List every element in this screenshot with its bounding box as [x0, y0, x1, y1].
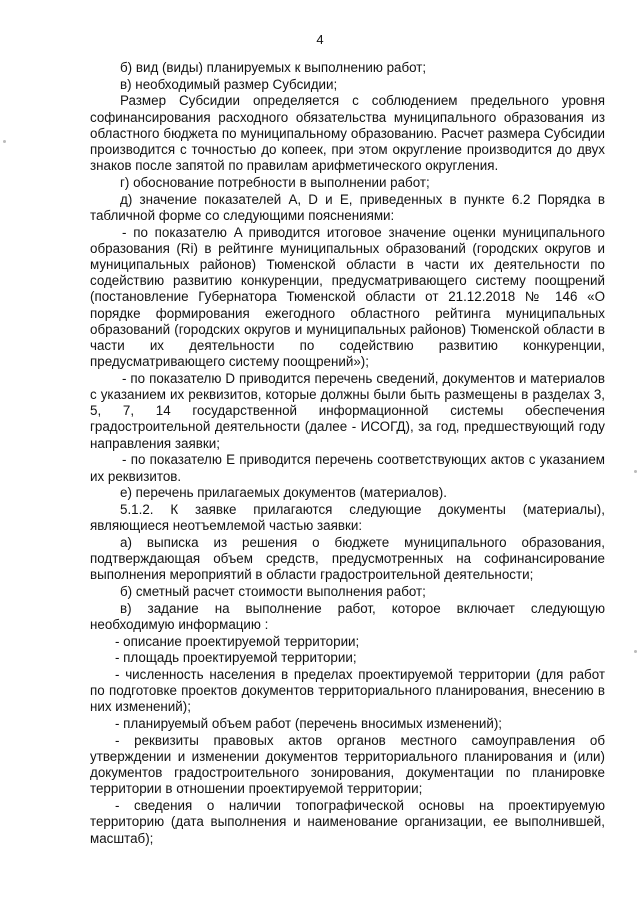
paragraph-g-justification: г) обоснование потребности в выполнении работ; — [120, 174, 430, 190]
paragraph-a-budget-extract: а) выписка из решения о бюджете муниципального образования, подтверждающая объем средств, предусмотренных на софинансирование выполнения мероприятий в области градостроительной деятельности; — [90, 534, 605, 583]
scan-artifact — [634, 470, 637, 473]
paragraph-b-work-types: б) вид (виды) планируемых к выполнению работ; — [120, 60, 427, 75]
list-item-topographic-basis: - сведения о наличии топографической основы на проектируемую территорию (дата выполнения и наименование организации, ее выполнившей, масштаб); — [90, 798, 605, 846]
paragraph-v-task: в) задание на выполнение работ, которое включает следующую необходимую информацию : — [90, 600, 605, 632]
list-item-legal-acts: - реквизиты правовых актов органов местного самоуправления об утверждении и изменении документов территориального планирования и (или) документов градостроительного зонирования, документации по планировке территории в отношении проектируемой территории; — [90, 732, 605, 797]
list-item-work-volume: - планируемый объем работ (перечень вносимых изменений); — [115, 716, 503, 732]
list-item-population: - численность населения в пределах проектируемой территории (для работ по подготовке проектов документов территориального планирования, внесению в них изменений); — [90, 667, 605, 715]
paragraph-indicator-a: - по показателю A приводится итоговое значение оценки муниципального образования (Ri) в рейтинге муниципальных образований (городских округов и муниципальных районов) Тюменской области в части их деятельности по содействию развитию конкуренции, предусматривающего систему поощрений (постановление Губернатора Тюменской области от 21.12.2018 № 146 «О порядке формирования ежегодного областного рейтинга муниципальных образований (городских округов и муниципальных районов) Тюменской области в части их деятельности по содействию развитию конкуренции, предусматривающего систему поощрений»); — [90, 224, 605, 370]
page-number: 4 — [316, 32, 324, 47]
paragraph-d-indicators: д) значение показателей A, D и E, приведенных в пункте 6.2 Порядка в табличной форме со следующими пояснениями: — [90, 191, 605, 223]
paragraph-b-estimate: б) сметный расчет стоимости выполнения работ; — [120, 584, 426, 599]
paragraph-5-1-2: 5.1.2. К заявке прилагаются следующие документы (материалы), являющиеся неотъемлемой частью заявки: — [90, 501, 605, 534]
scan-artifact — [634, 650, 637, 653]
paragraph-v-subsidy-size: в) необходимый размер Субсидии; — [120, 76, 338, 92]
paragraph-e-attachments: е) перечень прилагаемых документов (материалов). — [120, 485, 447, 501]
paragraph-subsidy-calculation: Размер Субсидии определяется с соблюдением предельного уровня софинансирования расходного обязательства муниципального образования из областного бюджета по муниципальному образованию. Расчет размера Субсидии производится с точностью до копеек, при этом округление производится до двух знаков после запятой по правилам арифметического округления. — [90, 93, 605, 174]
paragraph-indicator-d: - по показателю D приводится перечень сведений, документов и материалов с указанием их реквизитов, которые должны были быть размещены в разделах 3, 5, 7, 14 государственной информационной системы обеспечения градостроительной деятельности (далее - ИСОГД), за год, предшествующий году направления заявки; — [90, 370, 605, 451]
scan-artifact — [3, 140, 6, 143]
list-item-territory-area: - площадь проектируемой территории; — [115, 650, 357, 666]
list-item-territory-description: - описание проектируемой территории; — [115, 633, 360, 649]
paragraph-indicator-e: - по показателю E приводится перечень соответствующих актов с указанием их реквизитов. — [90, 452, 605, 484]
document-body — [90, 60, 605, 847]
